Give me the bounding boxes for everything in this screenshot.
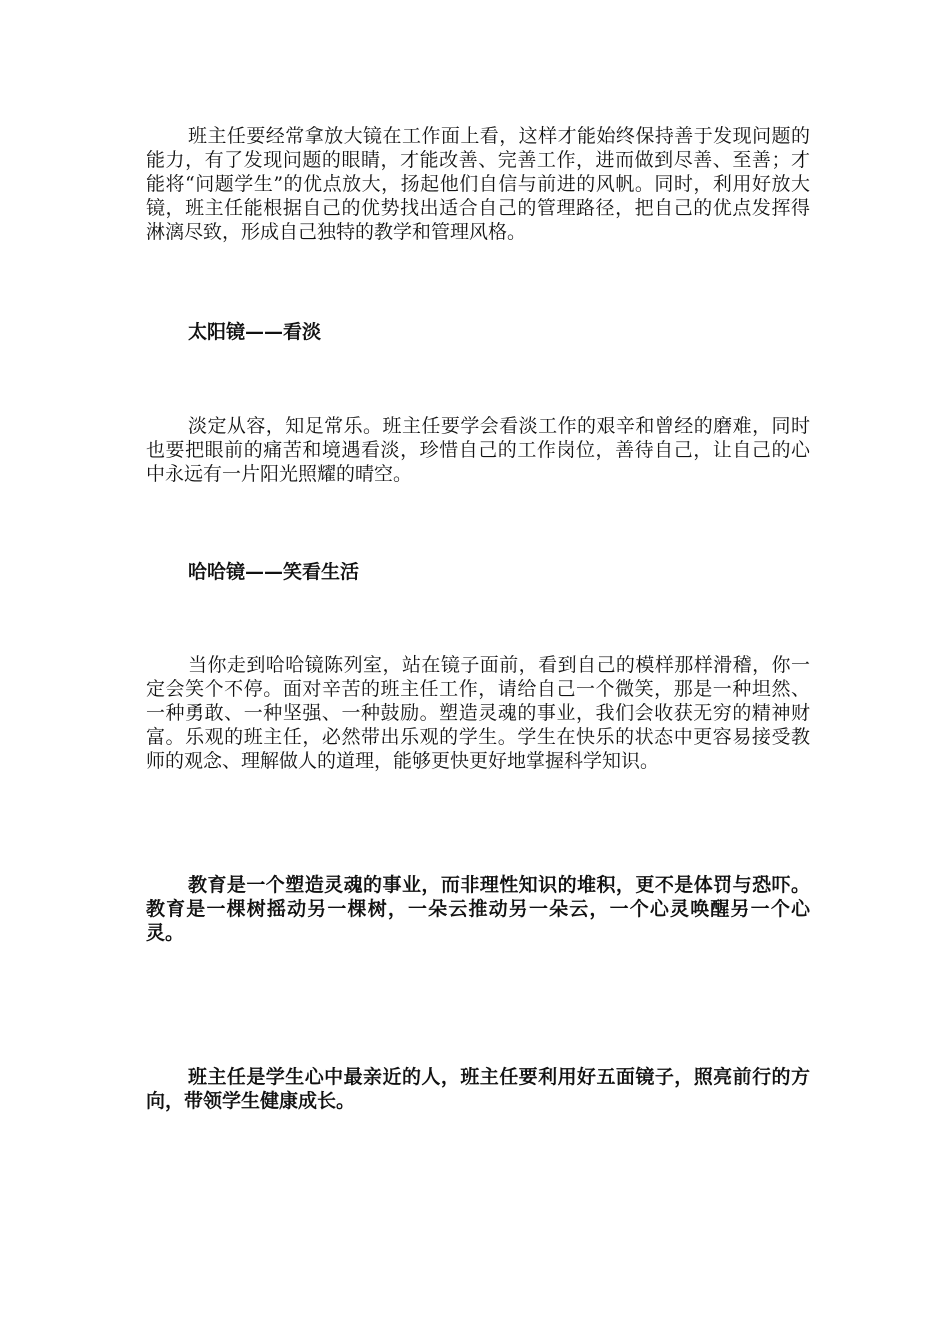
paragraph-magnifier: 班主任要经常拿放大镜在工作面上看，这样才能始终保持善于发现问题的能力，有了发现问题的眼睛，才能改善、完善工作，进而做到尽善、至善；才能将“问题学生”的优点放大，扬起他们自信与前进的风帆。同时，利用好放大镜，班主任能根据自己的优势找出适合自己的管理路径，把自己的优点发挥得淋漓尽致，形成自己独特的教学和管理风格。	[146, 125, 810, 243]
paragraph-conclusion: 班主任是学生心中最亲近的人，班主任要利用好五面镜子，照亮前行的方向，带领学生健康成长。	[146, 1066, 810, 1112]
heading-funhouse-mirror: 哈哈镜——笑看生活	[188, 561, 360, 583]
paragraph-sunglasses: 淡定从容，知足常乐。班主任要学会看淡工作的艰辛和曾经的磨难，同时也要把眼前的痛苦和境遇看淡，珍惜自己的工作岗位，善待自己，让自己的心中永远有一片阳光照耀的晴空。	[146, 415, 810, 485]
paragraph-education-quote: 教育是一个塑造灵魂的事业，而非理性知识的堆积，更不是体罚与恐吓。教育是一棵树摇动另一棵树，一朵云推动另一朵云，一个心灵唤醒另一个心灵。	[146, 874, 810, 944]
paragraph-funhouse-mirror: 当你走到哈哈镜陈列室，站在镜子面前，看到自己的模样那样滑稽，你一定会笑个不停。面对辛苦的班主任工作，请给自己一个微笑，那是一种坦然、一种勇敢、一种坚强、一种鼓励。塑造灵魂的事业，我们会收获无穷的精神财富。乐观的班主任，必然带出乐观的学生。学生在快乐的状态中更容易接受教师的观念、理解做人的道理，能够更快更好地掌握科学知识。	[146, 654, 810, 772]
heading-sunglasses: 太阳镜——看淡	[188, 321, 322, 343]
